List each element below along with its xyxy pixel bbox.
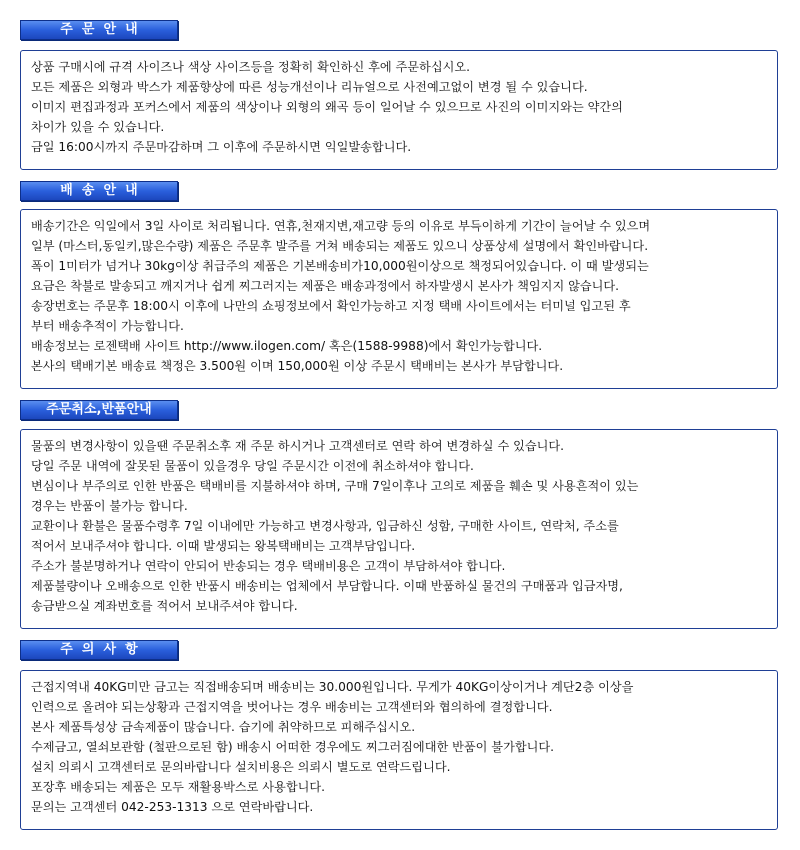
caution-line: 본사 제품특성상 금속제품이 많습니다. 습기에 취약하므로 피해주십시오. (31, 720, 416, 734)
order-info-line: 금일 16:00시까지 주문마감하며 그 이후에 주문하시면 익일발송합니다. (31, 140, 412, 154)
return-info-line: 송금받으실 계좌번호를 적어서 보내주셔야 합니다. (31, 599, 298, 613)
caution-line: 포장후 배송되는 제품은 모두 재활용박스로 사용합니다. (31, 780, 326, 794)
caution-box (20, 670, 778, 830)
return-info-line: 당일 주문 내역에 잘못된 물품이 있을경우 당일 주문시간 이전에 취소하셔야 합니다. (31, 459, 474, 473)
return-info-box (20, 429, 778, 629)
shipping-info-line: 배송기간은 익일에서 3일 사이로 처리됩니다. 연휴,천재지변,재고량 등의 이유로 부득이하게 기간이 늘어날 수 있으며 (31, 219, 651, 233)
shipping-info-line: 폭이 1미터가 넘거나 30kg이상 취급주의 제품은 기본배송비가10,000원이상으로 책정되어있습니다. 이 때 발생되는 (31, 259, 649, 273)
order-info-line: 상품 구매시에 규격 사이즈나 색상 사이즈등을 정확히 확인하신 후에 주문하십시오. (31, 60, 471, 74)
caution-line: 문의는 고객센터 042-253-1313 으로 연락바랍니다. (31, 800, 314, 814)
order-info-line: 차이가 있을 수 있습니다. (31, 120, 165, 134)
caution-line: 수제금고, 열쇠보관함 (철판으로된 함) 배송시 어떠한 경우에도 찌그러짐에대한 반품이 불가합니다. (31, 740, 555, 754)
return-info-line: 제품불량이나 오배송으로 인한 반품시 배송비는 업체에서 부담합니다. 이때 반품하실 물건의 구매품과 입금자명, (31, 579, 623, 593)
caution-heading: 주 의 사 항 (20, 640, 178, 660)
shipping-info-line: 일부 (마스터,동일키,많은수량) 제품은 주문후 발주를 거쳐 배송되는 제품도 있으니 상품상세 설명에서 확인바랍니다. (31, 239, 649, 253)
shipping-info-line: 본사의 택배기본 배송료 책정은 3.500원 이며 150,000원 이상 주문시 택배비는 본사가 부담합니다. (31, 359, 564, 373)
order-info-box (20, 50, 778, 170)
shipping-info-line: 부터 배송추적이 가능합니다. (31, 319, 184, 333)
shipping-info-heading: 배 송 안 내 (20, 181, 178, 201)
return-info-line: 물품의 변경사항이 있을땐 주문취소후 재 주문 하시거나 고객센터로 연락 하여 변경하실 수 있습니다. (31, 439, 565, 453)
order-info-heading: 주 문 안 내 (20, 20, 178, 40)
shipping-info-line: 송장번호는 주문후 18:00시 이후에 나만의 쇼핑정보에서 확인가능하고 지정 택배 사이트에서는 터미널 입고된 후 (31, 299, 631, 313)
return-info-line: 교환이나 환불은 물품수령후 7일 이내에만 가능하고 변경사항과, 입금하신 성함, 구매한 사이트, 연락처, 주소를 (31, 519, 619, 533)
shipping-info-box (20, 209, 778, 389)
return-info-heading: 주문취소,반품안내 (20, 400, 178, 420)
caution-line: 인력으로 올려야 되는상황과 근접지역을 벗어나는 경우 배송비는 고객센터와 협의하에 결정합니다. (31, 700, 553, 714)
return-info-line: 변심이나 부주의로 인한 반품은 택배비를 지불하셔야 하며, 구매 7일이후나 고의로 제품을 훼손 및 사용흔적이 있는 (31, 479, 639, 493)
return-info-line: 경우는 반품이 불가능 합니다. (31, 499, 188, 513)
caution-line: 설치 의뢰시 고객센터로 문의바랍니다 설치비용은 의뢰시 별도로 연락드립니다. (31, 760, 451, 774)
order-info-line: 이미지 편집과정과 포커스에서 제품의 색상이나 외형의 왜곡 등이 일어날 수 있으므로 사진의 이미지와는 약간의 (31, 100, 623, 114)
shipping-info-line: 배송정보는 로젠택배 사이트 http://www.ilogen.com/ 혹은(1588-9988)에서 확인가능합니다. (31, 339, 543, 353)
shipping-info-line: 요금은 착불로 발송되고 깨지거나 쉽게 찌그러지는 제품은 배송과정에서 하자발생시 본사가 책임지지 않습니다. (31, 279, 620, 293)
order-info-line: 모든 제품은 외형과 박스가 제품향상에 따른 성능개선이나 리뉴얼으로 사전예고없이 변경 될 수 있습니다. (31, 80, 588, 94)
return-info-line: 주소가 불분명하거나 연락이 안되어 반송되는 경우 택배비용은 고객이 부담하셔야 합니다. (31, 559, 506, 573)
return-info-line: 적어서 보내주셔야 합니다. 이때 발생되는 왕복택배비는 고객부담입니다. (31, 539, 416, 553)
caution-line: 근접지역내 40KG미만 금고는 직접배송되며 배송비는 30.000원입니다. 무게가 40KG이상이거나 계단2층 이상을 (31, 680, 634, 694)
